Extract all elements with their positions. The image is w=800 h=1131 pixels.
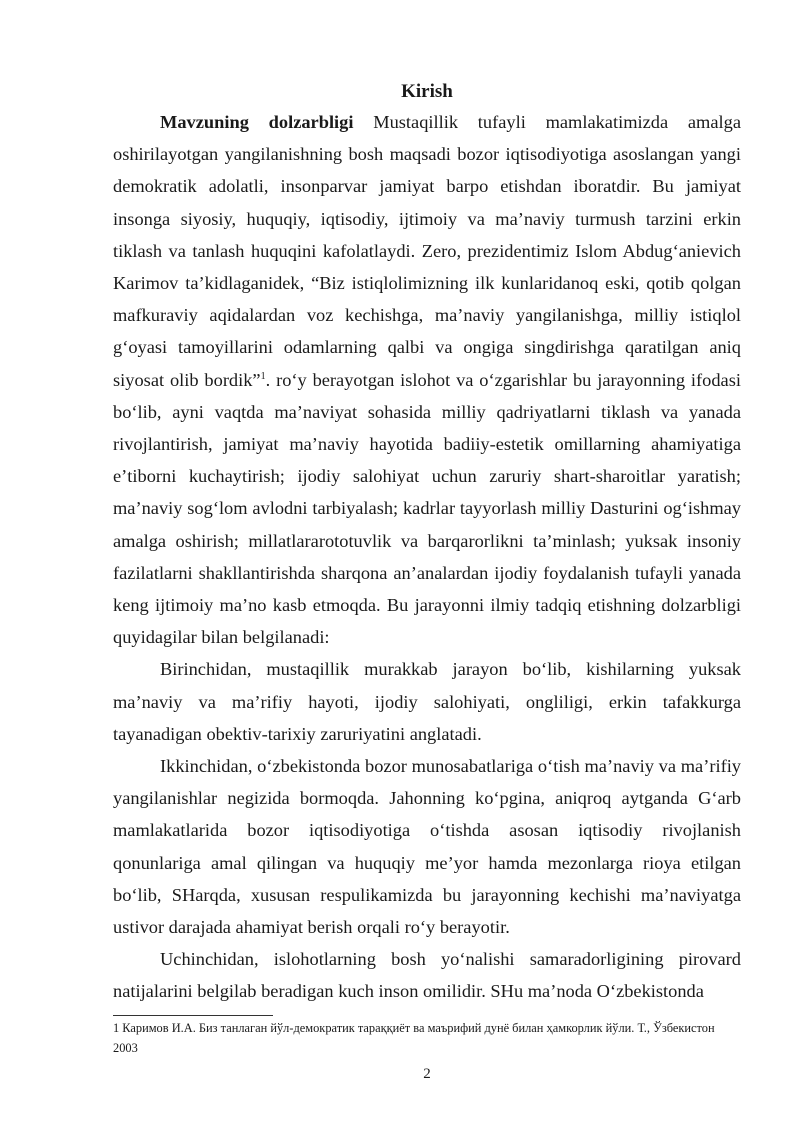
paragraph-first-point: Birinchidan, mustaqillik murakkab jarayon boʻlib, kishilarning yuksak maʼnaviy va maʼrifiy hayoti, ijodiy salohiyati, ongliligi, erkin tafakkurga tayanadigan obektiv-tarixiy zaruriyatini anglatadi.	[113, 659, 741, 744]
paragraph-text-continued: . roʻy berayotgan islohot va oʻzgarishlar bu jarayonning ifodasi boʻlib, ayni vaqtda maʼnaviyat sohasida milliy qadriyatlarni tiklash va yanada rivojlantirish, jamiyat maʼnaviy hayotida badiiy-estetik omillarning ahamiyatiga eʼtiborni kuchaytirish; ijodiy salohiyat uchun zaruriy shart-sharoitlar yaratish; maʼnaviy sogʻlom avlodni tarbiyalash; kadrlar tayyorlash milliy Dasturini ogʻishmay amalga oshirish; millatlararototuvlik va barqarorlikni taʼminlash; yuksak insoniy fazilatlarni shakllantirishda sharqona anʼanalardan ijodiy foydalanish tufayli yanada keng ijtimoiy maʼno kasb etmoqda. Bu jarayonni ilmiy tadqiq etishning dolzarbligi quyidagilar bilan belgilanadi:	[113, 369, 741, 648]
document-page	[113, 0, 741, 1131]
footnote-reference[interactable]: 1	[260, 370, 266, 382]
page-number: 2	[423, 1066, 431, 1082]
paragraph-third-point: Uchinchidan, islohotlarning bosh yoʻnalishi samaradorligining pirovard natijalarini belgilab beradigan kuch inson omilidir. SHu maʼnoda Oʻzbekistonda	[113, 949, 741, 1002]
body-text	[113, 106, 741, 1008]
paragraph-second-point: Ikkinchidan, oʻzbekistonda bozor munosabatlariga oʻtish maʼnaviy va maʼrifiy yangilanishlar negizida bormoqda. Jahonning koʻpgina, aniqroq aytganda Gʻarb mamlakatlarida bozor iqtisodiyotiga oʻtishda asosan iqtisodiy rivojlanish qonunlariga amal qilingan va huquqiy meʼyor hamda mezonlarga rioya etilgan boʻlib, SHarqda, xususan respulikamizda bu jarayonning kechishi maʼnaviyatga ustivor darajada ahamiyat berish orqali roʻy berayotir.	[113, 756, 741, 938]
paragraph-heading: Mavzuning dolzarbligi	[160, 112, 354, 132]
paragraph-relevance	[113, 106, 741, 653]
footnote-divider	[113, 1015, 273, 1016]
footnote: 1 Каримов И.А. Биз танлаган йўл-демократик тараққиёт ва маърифий дунё билан ҳамкорлик йўли. Т., Ўзбекистон 2003	[113, 1021, 715, 1055]
paragraph-text: Mustaqillik tufayli mamlakatimizda amalga oshirilayotgan yangilanishning bosh maqsadi bozor iqtisodiyotiga asoslangan yangi demokratik adolatli, insonparvar jamiyat barpo etishdan iboratdir. Bu jamiyat insonga siyosiy, huquqiy, iqtisodiy, ijtimoiy va maʼnaviy turmush tarzini erkin tiklash va tanlash huquqini kafolatlaydi. Zero, prezidentimiz Islom Abdugʻanievich Karimov taʼkidlaganidek, “Biz istiqlolimizning ilk kunlaridanoq eski, qotib qolgan mafkuraviy aqidalardan voz kechishga, maʼnaviy yangilanishga, milliy istiqlol gʻoyasi tamoyillarini odamlarning qalbi va ongiga singdirishga qaratilgan aniq siyosat olib bordik”	[113, 112, 741, 390]
page-title: Kirish	[401, 81, 453, 102]
